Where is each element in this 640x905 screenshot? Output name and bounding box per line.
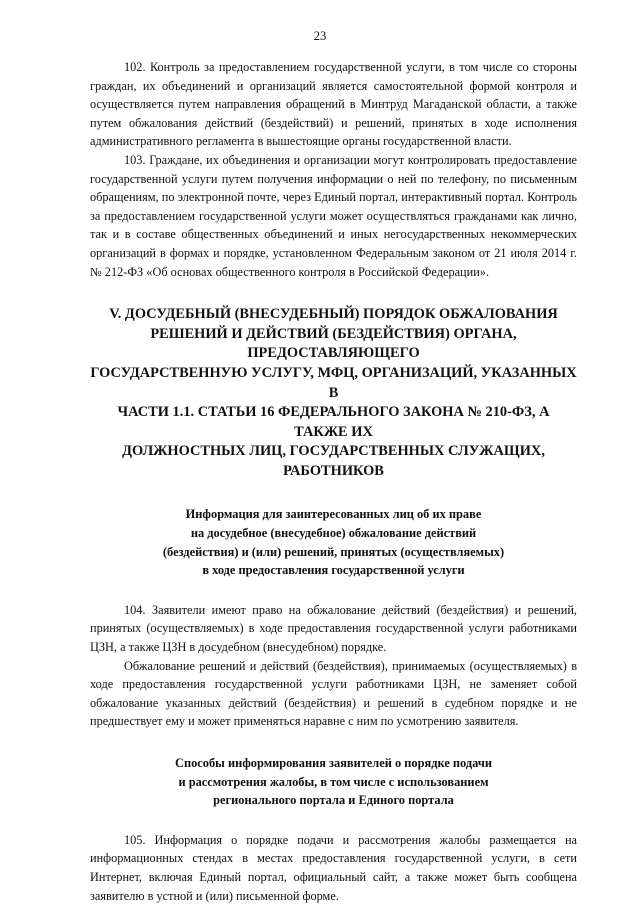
subheading-line: (бездействия) и (или) решений, принятых (осуществляемых) xyxy=(162,544,505,559)
subheading-line: Способы информирования заявителей о порядке подачи xyxy=(175,756,492,770)
section-title-line: РЕШЕНИЙ И ДЕЙСТВИЙ (БЕЗДЕЙСТВИЯ) ОРГАНА, ПРЕДОСТАВЛЯЮЩЕГО xyxy=(150,325,517,362)
paragraph-102: 102. Контроль за предоставлением государственной услуги, в том числе со стороны граждан, их объединений и организаций является самостоятельной формой контроля и осуществляется путем направления обращений в Минтруд Магаданской области, а также путем обжалования действий (бездействий) и решений, принятых в ходе исполнения административного регламента в вышестоящие органы государственной власти. xyxy=(90,60,577,149)
subheading-appeal-rights xyxy=(90,505,577,579)
section-v-title xyxy=(90,305,577,481)
subheading-complaint-info xyxy=(90,754,577,810)
subheading-line: Информация для заинтересованных лиц об их праве xyxy=(185,507,482,522)
subheading-line: в ходе предоставления государственной услуги xyxy=(202,563,465,578)
page-number: 23 xyxy=(313,29,327,43)
paragraph-105: 105. Информация о порядке подачи и рассмотрения жалобы размещается на информационных стендах в местах предоставления государственной услуги, в сети Интернет, включая Единый портал, официальный сайт, а также может быть сообщена заявителю в устной и (или) письменной форме. xyxy=(90,832,577,903)
section-title-line: ДОЛЖНОСТНЫХ ЛИЦ, ГОСУДАРСТВЕННЫХ СЛУЖАЩИХ, РАБОТНИКОВ xyxy=(122,443,545,479)
subheading-line: и рассмотрения жалобы, в том числе с использованием xyxy=(178,774,489,789)
paragraph-104-continued: Обжалование решений и действий (бездействия), принимаемых (осуществляемых) в ходе предоставления государственной услуги работниками ЦЗН, не заменяет собой обжалование указанных действий (бездействия) и решений в судебном порядке и не предшествует ему и может применяться наравне с ним по усмотрению заявителя. xyxy=(90,658,577,729)
section-title-line: V. ДОСУДЕБНЫЙ (ВНЕСУДЕБНЫЙ) ПОРЯДОК ОБЖАЛОВАНИЯ xyxy=(109,306,558,323)
document-body xyxy=(90,58,577,905)
section-title-line: ГОСУДАРСТВЕННУЮ УСЛУГУ, МФЦ, ОРГАНИЗАЦИЙ, УКАЗАННЫХ В xyxy=(90,364,577,401)
paragraph-103: 103. Граждане, их объединения и организации могут контролировать предоставление государственной услуги путем получения информации о ней по телефону, по письменным обращениям, по электронной почте, через Единый портал, интерактивный портал. Контроль за предоставлением государственной услуги может осуществляться гражданами как лично, так и в составе общественных объединений и иных негосударственных некоммерческих организаций в формах и порядке, установленном Федеральным законом от 21 июля 2014 г. № 212-ФЗ «Об основах общественного контроля в Российской Федерации». xyxy=(90,152,577,279)
subheading-line: на досудебное (внесудебное) обжалование действий xyxy=(190,526,477,541)
paragraph-104: 104. Заявители имеют право на обжалование действий (бездействия) и решений, принятых (осуществляемых) в ходе предоставления государственной услуги работниками ЦЗН, а также ЦЗН в досудебном (внесудебном) порядке. xyxy=(90,602,577,655)
subheading-line: регионального портала и Единого портала xyxy=(213,793,454,808)
section-title-line: ЧАСТИ 1.1. СТАТЬИ 16 ФЕДЕРАЛЬНОГО ЗАКОНА № 210-ФЗ, А ТАКЖЕ ИХ xyxy=(117,404,550,440)
